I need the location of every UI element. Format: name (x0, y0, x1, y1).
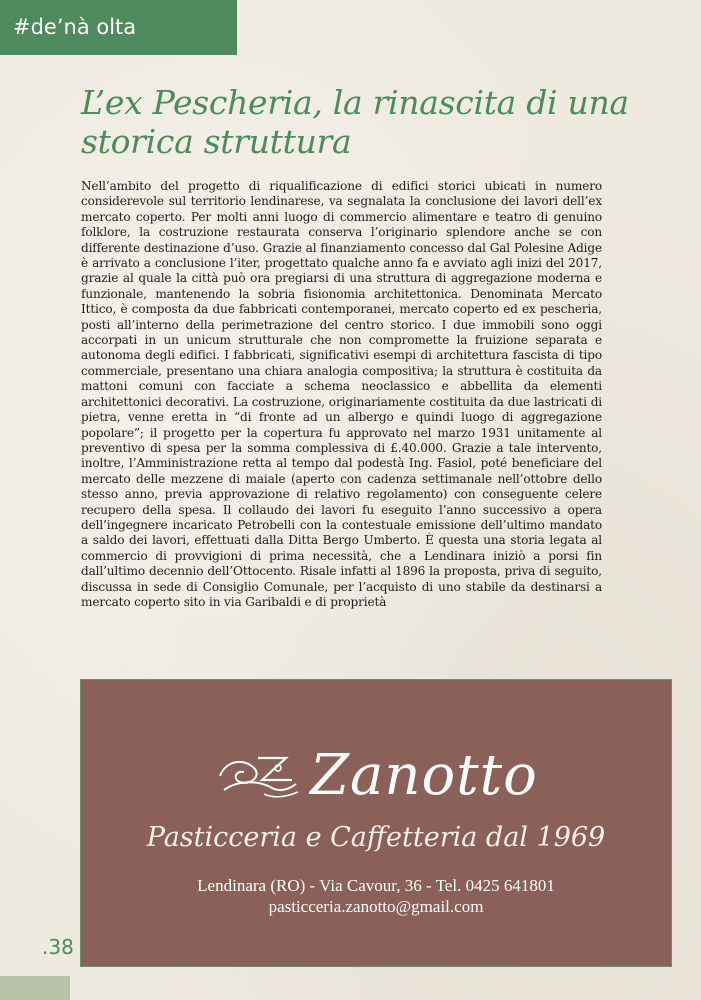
shop-email: pasticceria.zanotto@gmail.com (268, 897, 484, 916)
shop-address: Lendinara (RO) - Via Cavour, 36 - Tel. 0425 641801 (197, 876, 555, 895)
brand-logo (81, 736, 671, 816)
article-title: L’ex Pescheria, la rinascita di una storica struttura (81, 83, 629, 161)
zanotto-monogram-icon (214, 750, 304, 802)
advertisement-box (80, 679, 672, 967)
section-tag: #de’nà olta (0, 0, 237, 55)
page-number: .38 (42, 935, 74, 959)
brand-name: Zanotto (310, 743, 538, 808)
article-body: Nell’ambito del progetto di riqualificazione di edifici storici ubicati in numero considerevole sul territorio lendinarese, va segnalata la conclusione dei lavori dell’ex mercato coperto. Per molti anni luogo di commercio alimentare e teatro di genuino folklore, la costruzione restaurata conserva l’originario splendore anche se con differente destinazione d’uso. Grazie al finanziamento concesso dal Gal Polesine Adige è arrivato a conclusione l’iter, progettato qualche anno fa e avviato agli inizi del 2017, grazie al quale la città può ora pregiarsi di una struttura di aggregazione moderna e funzionale, mantenendo la sobria fisionomia architettonica. Denominata Mercato Ittico, è composta da due fabbricati contemporanei, mercato coperto ed ex pescheria, posti all’interno della perimetrazione del centro storico. I due immobili sono oggi accorpati in un unicum strutturale che non compromette la fruizione separata e autonoma degli edifici. I fabbricati, significativi esempi di architettura fascista di tipo commerciale, presentano una chiara analogia compositiva; la struttura è costituita da mattoni comuni con facciate a schema neoclassico e abbellita da elementi architettonici decorativi. La costruzione, originariamente costituita da due lastricati di pietra, venne eretta in “di fronte ad un albergo e quindi luogo di aggregazione popolare”; il progetto per la copertura fu approvato nel marzo 1931 unitamente al preventivo di spesa per la somma complessiva di £.40.000. Grazie a tale intervento, inoltre, l’Amministrazione retta al tempo dal podestà Ing. Fasiol, poté beneficiare del mercato delle mezzene di maiale (aperto con cadenza settimanale nell’ottobre dello stesso anno, previa approvazione di relativo regolamento) con conseguente celere recupero della spesa. Il collaudo dei lavori fu eseguito l’anno successivo a opera dell’ingegnere incaricato Petrobelli con la contestuale emissione dell’ultimo mandato a saldo dei lavori, effettuati dalla Ditta Bergo Umberto. È questa una storia legata al commercio di provvigioni di prima necessità, che a Lendinara iniziò a porsi fin dall’ultimo decennio dell’Ottocento. Risale infatti al 1896 la proposta, priva di seguito, discussa in sede di Consiglio Comunale, per l’acquisto di uno stabile da destinarsi a mercato coperto sito in via Garibaldi e di proprietà (81, 179, 602, 609)
footer-accent-bar (0, 976, 70, 1000)
brand-tagline: Pasticceria e Caffetteria dal 1969 (146, 822, 606, 853)
